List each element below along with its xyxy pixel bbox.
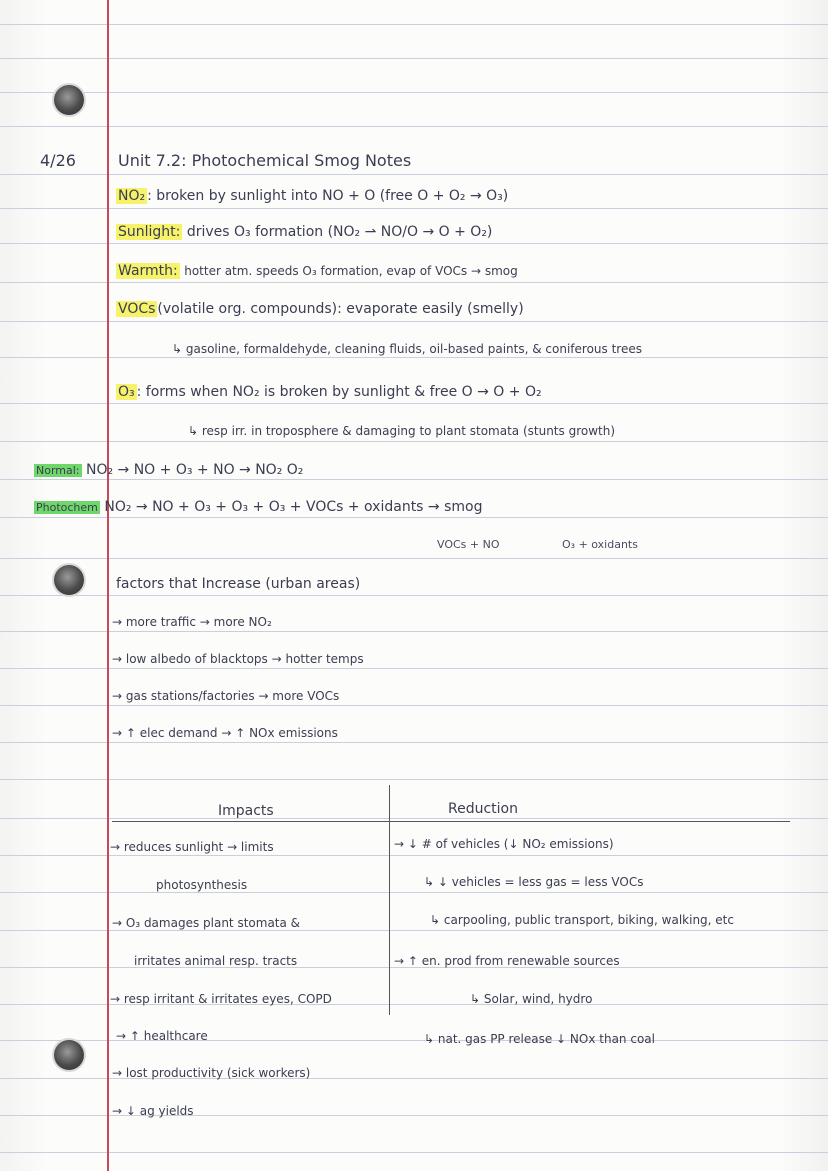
note-line-o3 <box>116 383 542 401</box>
reduction-item: → ↓ # of vehicles (↓ NO₂ emissions) <box>394 837 614 851</box>
ruled-line <box>0 282 828 283</box>
ruled-line <box>0 208 828 209</box>
note-line-photochem <box>34 498 483 517</box>
punch-hole <box>54 565 84 595</box>
reduction-header: Reduction <box>448 801 518 817</box>
note-line-normal <box>34 461 303 480</box>
ruled-line <box>0 517 828 518</box>
margin-line <box>107 0 109 1171</box>
ruled-line <box>0 779 828 780</box>
term-highlight: Normal: <box>36 464 80 477</box>
ruled-line <box>0 58 828 59</box>
term-highlight: Warmth: <box>118 263 178 279</box>
ruled-line <box>0 174 828 175</box>
label-o3-oxidants: O₃ + oxidants <box>562 538 638 551</box>
ruled-line <box>0 24 828 25</box>
impact-item: → lost productivity (sick workers) <box>112 1066 311 1080</box>
impact-item: irritates animal resp. tracts <box>134 954 298 968</box>
ruled-line <box>0 403 828 404</box>
term-highlight: O₃ <box>118 384 135 400</box>
note-text: (volatile org. compounds): evaporate easily (smelly) <box>157 301 524 317</box>
term-highlight: VOCs <box>118 301 156 317</box>
note-subline-vocs: ↳ gasoline, formaldehyde, cleaning fluids, oil-based paints, & coniferous trees <box>172 342 642 356</box>
impact-item: → ↓ ag yields <box>112 1104 194 1118</box>
ruled-line <box>0 705 828 706</box>
impact-item: → reduces sunlight → limits <box>110 840 274 854</box>
factor-item: → more traffic → more NO₂ <box>112 615 272 629</box>
ruled-line <box>0 818 828 819</box>
label-vocs-no: VOCs + NO <box>437 538 500 551</box>
ruled-line <box>0 243 828 244</box>
ruled-line <box>0 92 828 93</box>
ruled-line <box>0 742 828 743</box>
reduction-item: ↳ carpooling, public transport, biking, walking, etc <box>430 913 734 927</box>
note-text: hotter atm. speeds O₃ formation, evap of VOCs → smog <box>184 264 518 278</box>
ruled-line <box>0 631 828 632</box>
term-highlight: NO₂ <box>118 188 146 204</box>
ruled-line <box>0 558 828 559</box>
ruled-line <box>0 126 828 127</box>
ruled-line <box>0 441 828 442</box>
ruled-line <box>0 1152 828 1153</box>
impact-item: photosynthesis <box>156 878 248 892</box>
ruled-line <box>0 595 828 596</box>
reduction-item: ↳ ↓ vehicles = less gas = less VOCs <box>424 875 644 889</box>
impact-item: → resp irritant & irritates eyes, COPD <box>110 992 332 1006</box>
page-title: Unit 7.2: Photochemical Smog Notes <box>118 151 412 170</box>
note-date: 4/26 <box>40 151 76 170</box>
table-header-rule <box>112 821 790 822</box>
punch-hole <box>54 1040 84 1070</box>
reduction-item: → ↑ en. prod from renewable sources <box>394 954 620 968</box>
punch-hole <box>54 85 84 115</box>
note-line-no2 <box>116 187 508 205</box>
factors-heading: factors that Increase (urban areas) <box>116 576 361 592</box>
note-line-warmth <box>116 262 518 280</box>
note-line-sunlight <box>116 223 492 241</box>
note-text: NO₂ → NO + O₃ + NO → NO₂ O₂ <box>85 462 304 478</box>
note-text: drives O₃ formation (NO₂ ⇀ NO/O → O + O₂) <box>186 224 493 240</box>
reduction-item: ↳ Solar, wind, hydro <box>470 992 593 1006</box>
impacts-header: Impacts <box>218 803 274 819</box>
ruled-line <box>0 668 828 669</box>
note-subline-o3: ↳ resp irr. in troposphere & damaging to plant stomata (stunts growth) <box>188 424 616 438</box>
note-text: NO₂ → NO + O₃ + O₃ + O₃ + VOCs + oxidants → smog <box>104 499 483 515</box>
term-highlight: Sunlight: <box>118 224 181 240</box>
impact-item: → ↑ healthcare <box>116 1029 208 1043</box>
table-column-divider <box>389 785 390 1015</box>
note-line-vocs <box>116 300 524 318</box>
impact-item: → O₃ damages plant stomata & <box>112 916 301 930</box>
term-highlight: Photochem <box>36 501 98 514</box>
note-text: : forms when NO₂ is broken by sunlight & free O → O + O₂ <box>136 384 542 400</box>
factor-item: → gas stations/factories → more VOCs <box>112 689 340 703</box>
ruled-line <box>0 892 828 893</box>
ruled-line <box>0 321 828 322</box>
note-text: : broken by sunlight into NO + O (free O + O₂ → O₃) <box>147 188 509 204</box>
factor-item: → low albedo of blacktops → hotter temps <box>112 652 364 666</box>
factor-item: → ↑ elec demand → ↑ NOx emissions <box>112 726 338 740</box>
reduction-item: ↳ nat. gas PP release ↓ NOx than coal <box>424 1032 655 1046</box>
